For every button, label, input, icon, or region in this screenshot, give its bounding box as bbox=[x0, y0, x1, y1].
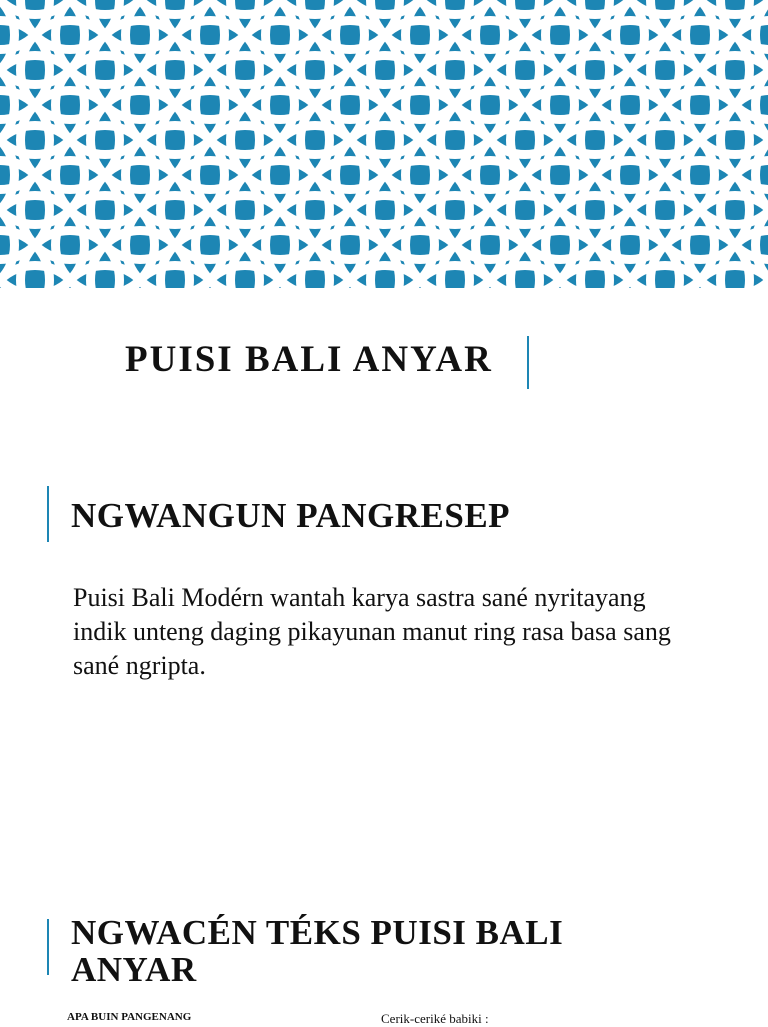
caption-left: APA BUIN PANGENANG bbox=[67, 1011, 192, 1023]
decorative-pattern-banner bbox=[0, 0, 768, 288]
title-accent-divider bbox=[527, 336, 529, 389]
page-title: PUISI BALI ANYAR bbox=[125, 339, 493, 380]
definition-text: Puisi Bali Modérn wantah karya sastra sané nyritayang indik unteng daging pikayunan manut ring rasa basa sang sané ngripta. bbox=[73, 583, 671, 680]
section-accent-bar bbox=[47, 486, 49, 542]
circle-lattice-pattern-icon bbox=[0, 0, 768, 288]
section-heading: NGWANGUN PANGRESEP bbox=[71, 496, 511, 535]
caption-right: Cerik-ceriké babiki : bbox=[381, 1011, 489, 1026]
section-heading: NGWACÉN TÉKS PUISI BALI ANYAR bbox=[71, 913, 564, 989]
title-slide bbox=[0, 288, 768, 438]
section-accent-bar bbox=[47, 919, 49, 975]
